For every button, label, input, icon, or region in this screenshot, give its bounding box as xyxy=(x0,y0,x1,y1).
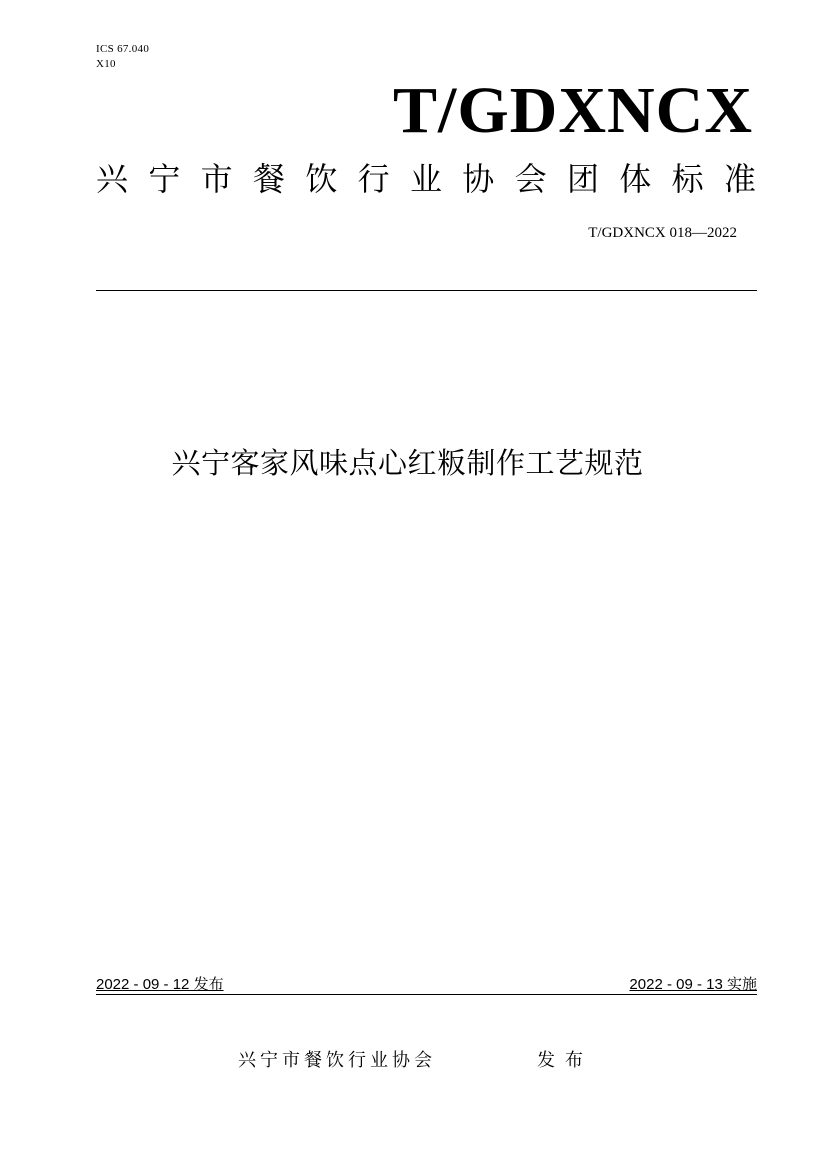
category-char: 会 xyxy=(514,160,547,198)
category-char: 团 xyxy=(566,160,599,198)
header-divider xyxy=(96,290,757,291)
implement-date: 2022 - 09 - 13 实施 xyxy=(629,976,757,993)
ics-code: ICS 67.040 xyxy=(96,43,150,55)
document-title: 兴宁客家风味点心红粄制作工艺规范 xyxy=(171,446,644,480)
classification-block xyxy=(96,42,149,72)
standard-number: T/GDXNCX 018—2022 xyxy=(588,225,737,241)
date-row xyxy=(96,974,757,996)
category-char: 餐 xyxy=(252,160,285,198)
category-char: 准 xyxy=(723,160,756,198)
category-char: 宁 xyxy=(148,160,181,198)
category-char: 饮 xyxy=(305,160,338,198)
ccs-code: X10 xyxy=(96,58,116,70)
publisher-name: 兴宁市餐饮行业协会 xyxy=(238,1050,436,1071)
category-char: 业 xyxy=(409,160,442,198)
category-char: 标 xyxy=(671,160,704,198)
category-char: 市 xyxy=(200,160,233,198)
standard-mark: T/GDXNCX xyxy=(392,74,753,147)
category-char: 协 xyxy=(462,160,495,198)
category-char: 兴 xyxy=(96,160,129,198)
publish-label: 发布 xyxy=(537,1050,593,1071)
issue-date: 2022 - 09 - 12 发布 xyxy=(96,976,224,993)
category-char: 体 xyxy=(619,160,652,198)
footer-divider xyxy=(96,994,757,995)
standard-category-title xyxy=(96,156,756,202)
category-char: 行 xyxy=(357,160,390,198)
